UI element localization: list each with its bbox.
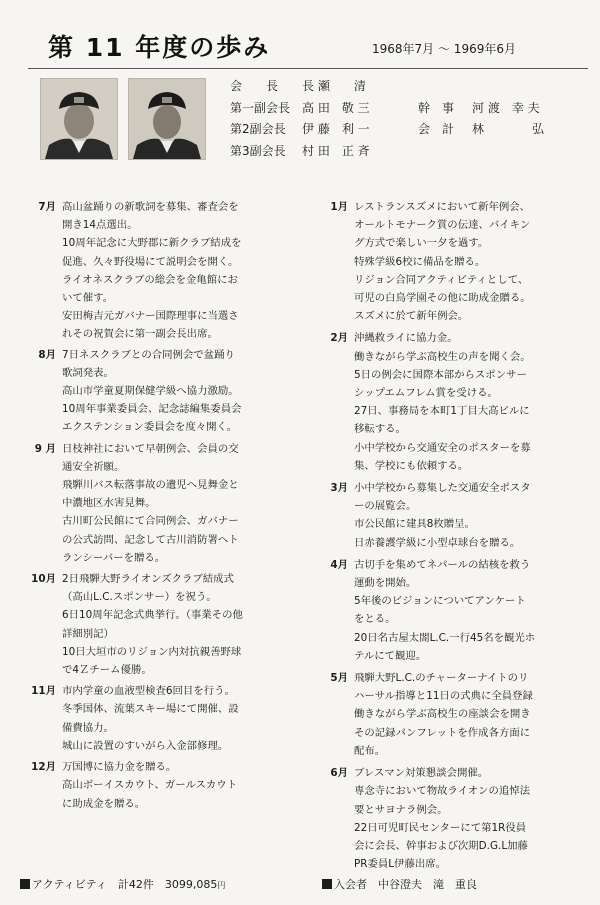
officer-role: 幹 事: [418, 100, 455, 115]
month-label: 8月: [38, 348, 56, 361]
entry-text: ブレスマン対策懇談会開催。 専念寺において物故ライオンの追悼法 要とサヨナラ例会。 22日可児町民センターにて第1R役員 会に会長、幹事および次期D.G.L加藤 PR委員L伊藤出席。: [354, 767, 531, 871]
month-label: 10月: [31, 573, 56, 586]
month-label: 3月: [330, 482, 348, 495]
month-entry: [300, 669, 592, 760]
entry-text: 日枝神社において早朝例会、会員の交 通安全祈願。 飛騨川バス転落事故の遺児へ見舞金と 中濃地区水害見舞。 古川町公民館にて合同例会、ガバナー の公式訪問、記念して古川消防署へト ランシーバーを贈る。: [62, 442, 239, 564]
entry-text: 2日飛騨大野ライオンズクラブ結成式 （高山L.C.スポンサー）を祝う。 6日10周年記念式典挙行。（事業その他 詳細別記） 10日大垣市のリジョン内対抗親善野球 で4Ｚチーム優勝。: [62, 573, 243, 677]
month-label: 6月: [330, 767, 348, 780]
square-bullet-icon: [322, 879, 332, 889]
entry-text: レストランスズメにおいて新年例会、 オールトモナーク賞の伝達、バイキン グ方式で楽しい一夕を過す。 特殊学級6校に備品を贈る。 リジョン合同アクティビティとして、 可児の白鳥学園その他に助成金贈る。 スズメに於て新年例会。: [354, 201, 531, 323]
entry-text: 沖縄救ライに協力金。 働きながら学ぶ高校生の声を聞く会。 5日の例会に国際本部からスポンサー シップエムフレム賞を受ける。 27日、事務局を本町1丁目大高ビルに 移転する。 小中学校から交通安全のポスターを募 集、学校にも依頼する。: [354, 332, 531, 472]
month-label: 7月: [38, 201, 56, 213]
officer-name: 長 瀬 清: [302, 79, 366, 93]
officer-role: 第一副会長: [230, 100, 291, 115]
entry-text: 高山盆踊りの新歌詞を募集、審査会を 開き14点選出。 10周年記念に大野郡に新クラブ結成を 促進、久々野役場にて説明会を開く。 ライオネスクラブの総会を金亀館にお いて催す。 安田梅吉元ガバナー国際理事に当選さ れその祝賀会に第一副会長出席。: [62, 201, 242, 341]
month-entry: [8, 570, 300, 679]
square-bullet-icon: [20, 879, 30, 889]
entry-text: 小中学校から募集した交通安全ポスタ ーの展覧会。 市公民館に建具8枚贈呈。 日赤養護学級に小型卓球台を贈る。: [354, 482, 531, 549]
page-title: 第 11 年度の歩み: [48, 33, 271, 62]
month-entry: [8, 346, 300, 437]
month-label: 12月: [31, 761, 56, 774]
portrait-photo-2: [128, 78, 206, 160]
new-members: [322, 876, 477, 892]
currency-unit: 円: [217, 881, 226, 890]
month-entry: [8, 440, 300, 567]
officer-name: 高 田 敬 三: [302, 100, 370, 115]
month-entry: [300, 198, 592, 325]
month-entry: [300, 329, 592, 475]
month-entry: [300, 556, 592, 665]
officer-role: 会 計: [418, 122, 455, 136]
month-entry: [300, 764, 592, 873]
fiscal-period: 1968年7月 ～ 1969年6月: [372, 42, 516, 56]
month-label: 2月: [330, 332, 348, 345]
month-label: 5月: [330, 672, 348, 685]
officer-name: 伊 藤 利 一: [302, 122, 370, 136]
month-entry: [300, 479, 592, 552]
right-column: [300, 198, 592, 873]
entry-text: 市内学童の血液型検査6回目を行う。 冬季国体、流葉スキー場にて開催、設 備費協力。 城山に設置のすいがら入金部修理。: [62, 685, 239, 752]
entry-text: 万国博に協力金を贈る。 高山ボーイスカウト、ガールスカウト に助成金を贈る。: [62, 761, 238, 810]
left-column: [8, 198, 300, 813]
month-entry: [8, 198, 300, 344]
officer-name: 河 渡 幸 夫: [472, 100, 540, 115]
officer-name: 村 田 正 斉: [302, 143, 370, 158]
header-divider: [28, 68, 588, 69]
entry-text: 飛騨大野L.C.のチャーターナイトのリ ハーサル指導と11日の式典に全員登録 働きながら学ぶ高校生の座談会を開き その記録パンフレットを作成各方面に 配布。: [354, 672, 533, 757]
month-label: 1月: [330, 201, 348, 213]
month-label: 11月: [31, 685, 56, 698]
entry-text: 古切手を集めてネパールの結核を救う 運動を開始。 5年後のビジョンについてアンケート をとる。 20日名古屋太閤L.C.一行45名を観光ホ テルにて観迎。: [354, 558, 536, 662]
entry-text: 7日ネスクラブとの合同例会で盆踊り 歌詞発表。 高山市学童夏期保健学級へ協力激励。 10周年事業委員会、記念誌編集委員会 エクステンション委員会を度々開く。: [62, 348, 242, 434]
month-label: 9 月: [34, 442, 56, 455]
month-entry: [8, 682, 300, 755]
officer-role: 会 長: [230, 79, 279, 93]
officer-name: 林 弘: [472, 122, 545, 136]
activity-summary-text: アクティビティ 計42件 3099,085: [32, 878, 218, 891]
new-members-text: 入会者 中谷澄夫 滝 重良: [334, 878, 477, 891]
officer-role: 第3副会長: [230, 143, 286, 158]
officer-role: 第2副会長: [230, 122, 286, 136]
month-entry: [8, 758, 300, 813]
activity-summary: [20, 876, 225, 892]
portrait-photo-1: [40, 78, 118, 160]
month-label: 4月: [330, 558, 348, 571]
